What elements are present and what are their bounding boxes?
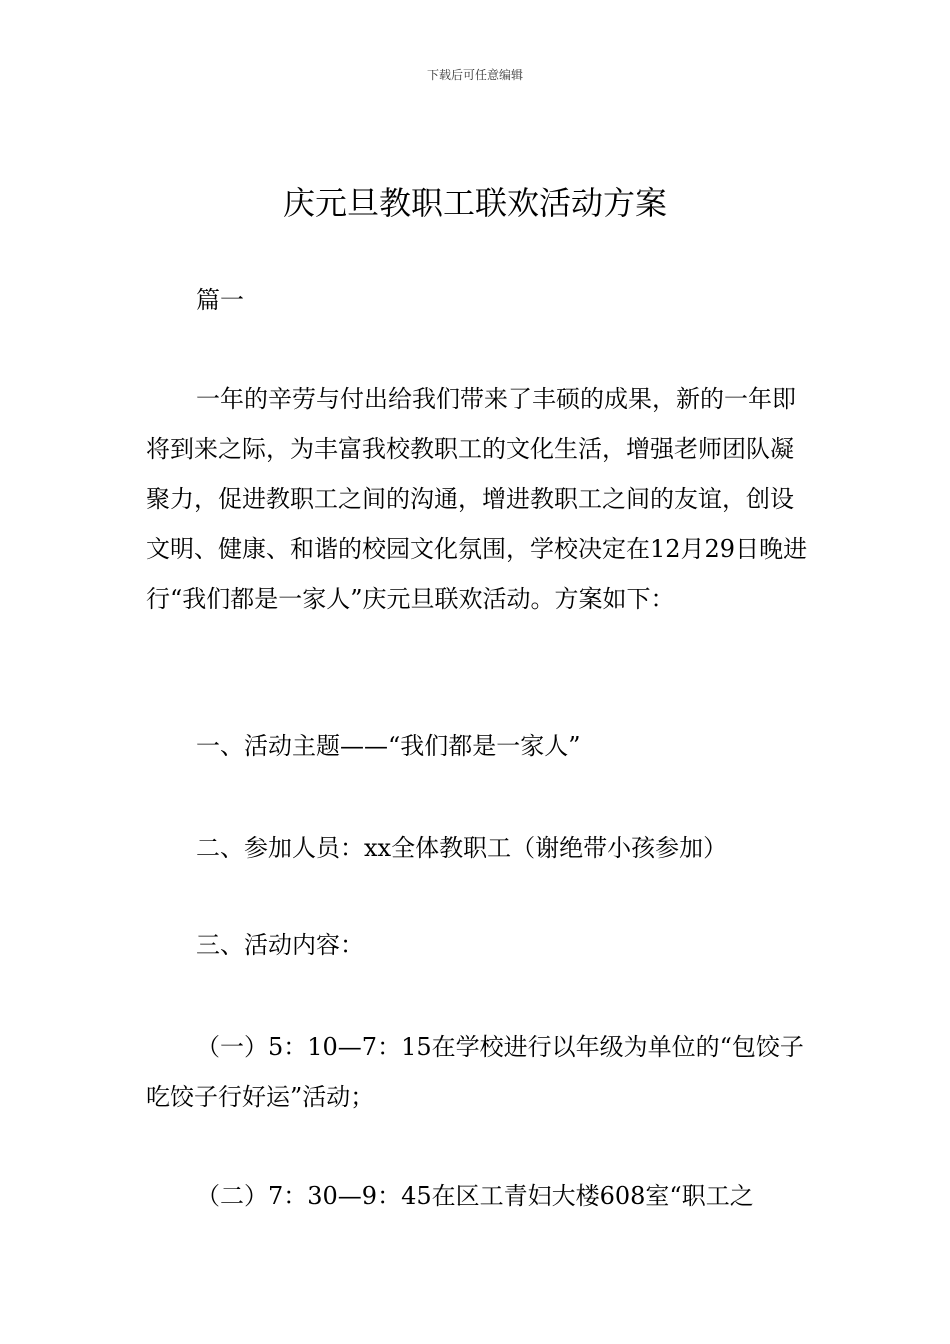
item-evening: （二）7：30—9：45在区工青妇大楼608室“职工之 bbox=[196, 1182, 754, 1210]
section-label: 篇一 bbox=[196, 286, 244, 314]
item-block-evening bbox=[146, 1171, 812, 1221]
item-content-heading: 三、活动内容： bbox=[196, 931, 364, 959]
item-block-theme bbox=[146, 721, 812, 771]
section-label-block bbox=[146, 275, 812, 325]
document-title: 庆元旦教职工联欢活动方案 bbox=[282, 184, 667, 222]
header-note: 下载后可任意编辑 bbox=[426, 68, 523, 82]
intro-block bbox=[146, 374, 812, 624]
intro-paragraph: 一年的辛劳与付出给我们带来了丰硕的成果，新的一年即将到来之际，为丰富我校教职工的文化生活，增强老师团队凝聚力，促进教职工之间的沟通，增进教职工之间的友谊，创设文明、健康、和谐的校园文化氛围，学校决定在12月29日晚进行“我们都是一家人”庆元旦联欢活动。方案如下： bbox=[146, 385, 808, 613]
item-block-dumplings bbox=[146, 1022, 812, 1122]
item-theme: 一、活动主题——“我们都是一家人” bbox=[196, 732, 581, 760]
item-dumplings: （一）5：10—7：15在学校进行以年级为单位的“包饺子吃饺子行好运”活动； bbox=[146, 1033, 804, 1111]
item-participants: 二、参加人员：xx全体教职工（谢绝带小孩参加） bbox=[196, 834, 728, 862]
item-block-content bbox=[146, 920, 812, 970]
item-block-participants bbox=[146, 823, 812, 873]
